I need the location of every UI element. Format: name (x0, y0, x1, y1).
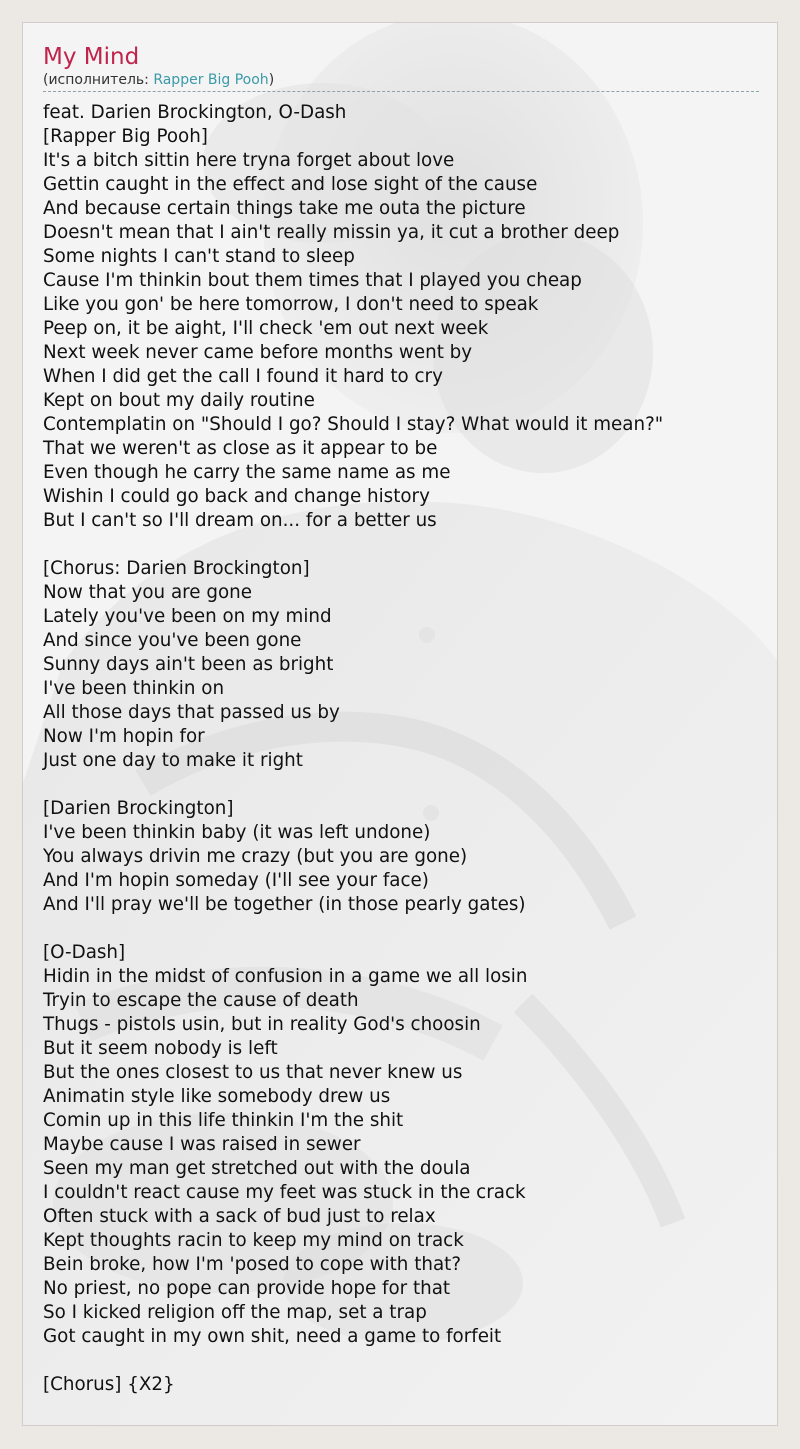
lyric-line: But the ones closest to us that never knew us (43, 1062, 463, 1083)
lyrics-card (22, 22, 778, 1426)
lyric-line: It's a bitch sittin here tryna forget about love (43, 150, 455, 171)
lyric-line: Bein broke, how I'm 'posed to cope with that? (43, 1254, 462, 1275)
lyric-line: Got caught in my own shit, need a game to forfeit (43, 1326, 502, 1347)
lyric-line: feat. Darien Brockington, O-Dash (43, 102, 347, 123)
lyric-line: [O-Dash] (43, 942, 126, 963)
lyric-line: Lately you've been on my mind (43, 606, 332, 627)
lyric-line: Maybe cause I was raised in sewer (43, 1134, 361, 1155)
lyric-blank-line (43, 917, 759, 941)
lyric-line: All those days that passed us by (43, 702, 340, 723)
lyric-line: Tryin to escape the cause of death (43, 990, 359, 1011)
lyric-line: Even though he carry the same name as me (43, 462, 451, 483)
lyric-blank-line (43, 533, 759, 557)
lyric-line: Kept on bout my daily routine (43, 390, 315, 411)
lyric-line: Sunny days ain't been as bright (43, 654, 334, 675)
artist-suffix: ) (268, 72, 275, 88)
lyric-line: Thugs - pistols usin, but in reality God's choosin (43, 1014, 481, 1035)
lyric-line: Next week never came before months went by (43, 342, 473, 363)
lyric-line: So I kicked religion off the map, set a trap (43, 1302, 427, 1323)
lyrics-body (43, 101, 759, 1397)
lyric-line: Comin up in this life thinkin I'm the shit (43, 1110, 404, 1131)
lyric-line: Just one day to make it right (43, 750, 303, 771)
lyric-line: Peep on, it be aight, I'll check 'em out next week (43, 318, 489, 339)
lyric-line: I've been thinkin on (43, 678, 225, 699)
lyric-line: [Chorus] {X2} (43, 1374, 175, 1395)
song-content (43, 43, 759, 1397)
lyric-line: [Rapper Big Pooh] (43, 126, 208, 147)
lyric-line: And since you've been gone (43, 630, 302, 651)
lyric-line: Cause I'm thinkin bout them times that I played you cheap (43, 270, 582, 291)
lyric-line: But I can't so I'll dream on... for a better us (43, 510, 437, 531)
lyric-blank-line (43, 1349, 759, 1373)
lyric-line: And because certain things take me outa the picture (43, 198, 526, 219)
lyric-line: When I did get the call I found it hard to cry (43, 366, 443, 387)
lyric-line: No priest, no pope can provide hope for that (43, 1278, 451, 1299)
artist-link[interactable]: Rapper Big Pooh (153, 72, 269, 88)
artist-prefix: (исполнитель: (43, 72, 154, 88)
lyric-line: Wishin I could go back and change history (43, 486, 430, 507)
lyric-line: I couldn't react cause my feet was stuck in the crack (43, 1182, 526, 1203)
lyric-line: That we weren't as close as it appear to be (43, 438, 438, 459)
lyric-line: Now that you are gone (43, 582, 252, 603)
lyric-line: Some nights I can't stand to sleep (43, 246, 355, 267)
lyric-line: But it seem nobody is left (43, 1038, 278, 1059)
lyric-line: I've been thinkin baby (it was left undone) (43, 822, 431, 843)
lyric-line: Animatin style like somebody drew us (43, 1086, 391, 1107)
lyric-line: Contemplatin on "Should I go? Should I stay? What would it mean?" (43, 414, 664, 435)
lyric-line: And I'll pray we'll be together (in those pearly gates) (43, 894, 526, 915)
lyric-blank-line (43, 773, 759, 797)
lyric-line: [Darien Brockington] (43, 798, 234, 819)
lyric-line: Now I'm hopin for (43, 726, 205, 747)
lyric-line: Often stuck with a sack of bud just to relax (43, 1206, 436, 1227)
lyric-line: [Chorus: Darien Brockington] (43, 558, 310, 579)
lyric-line: Kept thoughts racin to keep my mind on track (43, 1230, 464, 1251)
lyric-line: And I'm hopin someday (I'll see your face) (43, 870, 429, 891)
lyric-line: You always drivin me crazy (but you are gone) (43, 846, 468, 867)
lyric-line: Like you gon' be here tomorrow, I don't need to speak (43, 294, 539, 315)
lyric-line: Seen my man get stretched out with the doula (43, 1158, 471, 1179)
lyric-line: Hidin in the midst of confusion in a game we all losin (43, 966, 528, 987)
artist-line (43, 71, 759, 92)
lyric-line: Gettin caught in the effect and lose sight of the cause (43, 174, 538, 195)
song-title: My Mind (43, 44, 140, 70)
lyric-line: Doesn't mean that I ain't really missin ya, it cut a brother deep (43, 222, 620, 243)
